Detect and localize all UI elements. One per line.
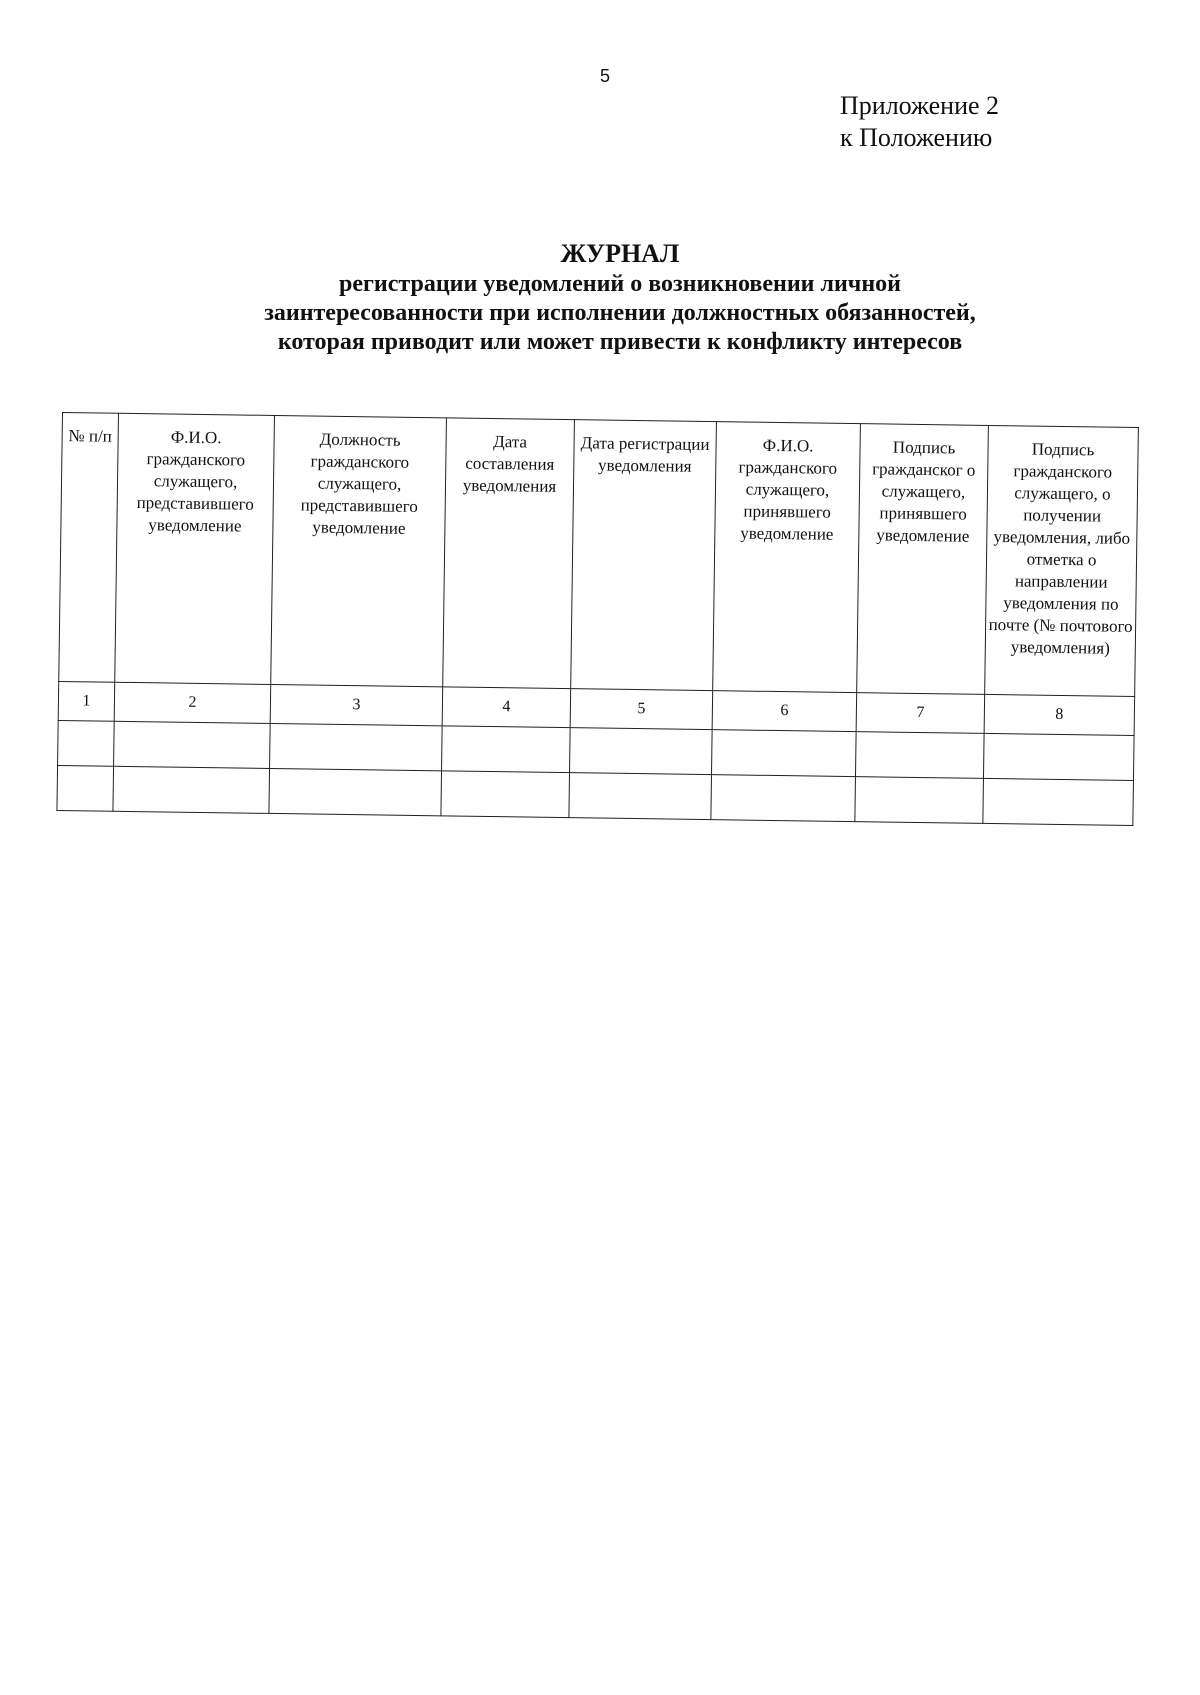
table-cell: [711, 775, 856, 822]
header-position: Должность гражданского служащего, представившего уведомление: [271, 415, 447, 686]
column-number: 1: [58, 681, 115, 721]
header-signature-submitter: Подпись гражданского служащего, о получении уведомления, либо отметка о направлении уведомления по почте (№ почтового уведомления): [985, 425, 1139, 696]
appendix-line-2: к Положению: [840, 123, 993, 152]
table-cell: [442, 726, 571, 773]
journal-title: [160, 238, 1080, 357]
table-cell: [114, 721, 271, 768]
header-fio-submitter: Ф.И.О. гражданского служащего, представившего уведомление: [115, 413, 275, 684]
column-number: 2: [114, 682, 271, 723]
title-sub-1: регистрации уведомлений о возникновении личной: [339, 271, 901, 297]
column-number: 5: [570, 689, 713, 730]
table-cell: [441, 771, 570, 818]
table-cell: [569, 773, 712, 820]
table-cell: [570, 728, 713, 775]
header-date-registered: Дата регистрации уведомления: [571, 420, 717, 691]
column-number: 4: [442, 687, 571, 728]
table-cell: [58, 720, 115, 766]
header-signature-receiver: Подпись гражданског о служащего, принявшего уведомление: [857, 424, 989, 695]
table-cell: [983, 733, 1134, 780]
table-cell: [855, 777, 984, 824]
appendix-line-1: Приложение 2: [840, 91, 1000, 120]
table-cell: [855, 732, 984, 779]
appendix-label: [840, 90, 1160, 154]
column-number: 8: [984, 694, 1135, 735]
header-number: № п/п: [59, 413, 119, 683]
column-number: 7: [856, 693, 985, 734]
column-number: 6: [712, 691, 857, 732]
table-cell: [57, 765, 114, 811]
table-cell: [712, 730, 857, 777]
header-row: [59, 413, 1139, 697]
table-cell: [113, 766, 270, 813]
title-sub-3: которая приводит или может привести к конфликту интересов: [277, 329, 963, 355]
table-cell: [983, 778, 1134, 825]
header-fio-receiver: Ф.И.О. гражданского служащего, принявшего уведомление: [713, 422, 861, 693]
title-sub-2: заинтересованности при исполнении должностных обязанностей,: [264, 300, 976, 326]
table-cell: [270, 723, 443, 770]
journal-table: [56, 412, 1138, 826]
title-main: ЖУРНАЛ: [560, 239, 680, 268]
table-cell: [269, 768, 442, 815]
page-number: 5: [600, 66, 611, 86]
header-date-drafted: Дата составления уведомления: [443, 418, 575, 689]
column-number: 3: [270, 684, 443, 725]
